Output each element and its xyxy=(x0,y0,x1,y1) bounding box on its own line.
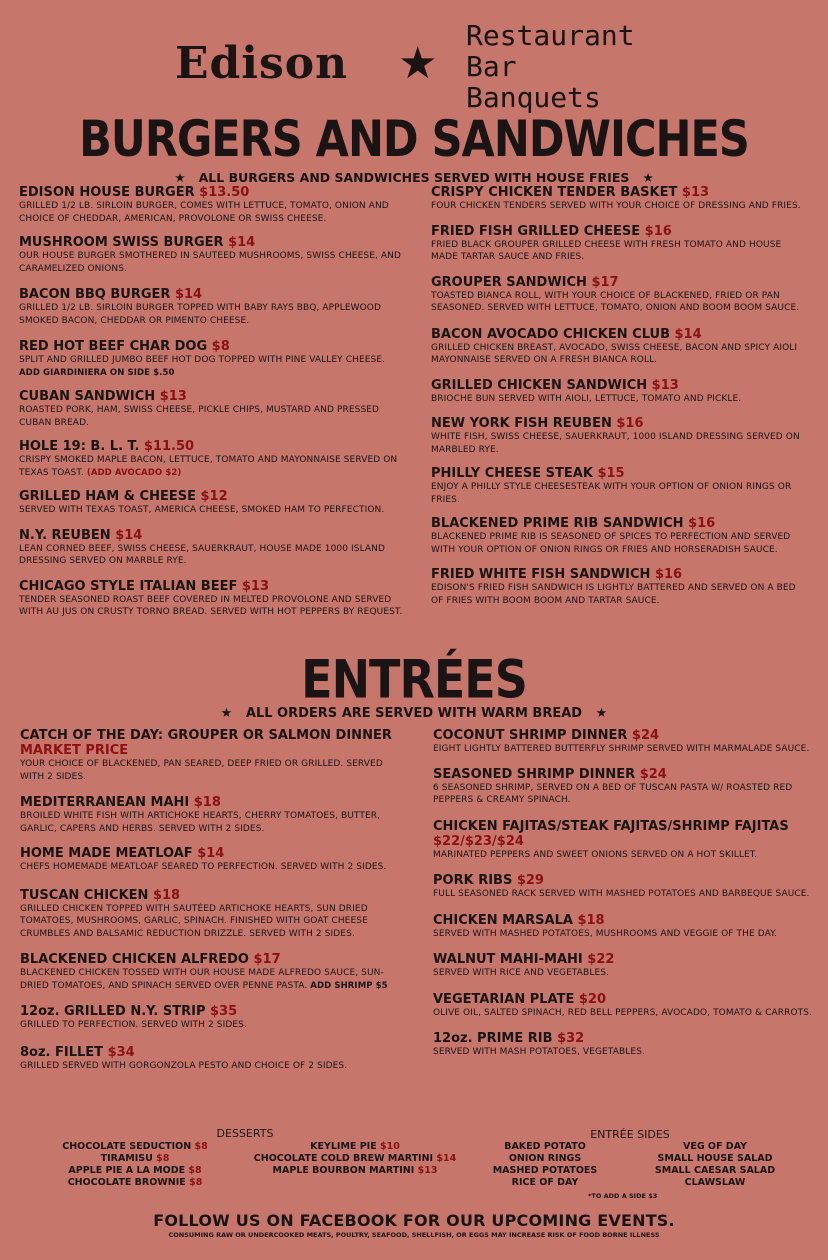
dessert-price: $14 xyxy=(436,1153,457,1164)
menu-item-price: $22 xyxy=(587,952,615,967)
menu-item-description-text: GRILLED SERVED WITH GORGONZOLA PESTO AND CHOICE OF 2 SIDES. xyxy=(20,1060,348,1071)
sides-column-1 xyxy=(480,1141,610,1189)
menu-item-description-text: CHEFS HOMEMADE MEATLOAF SEARED TO PERFECTION. SERVED WITH 2 SIDES. xyxy=(20,862,387,872)
menu-item-price: $17 xyxy=(253,952,281,967)
menu-item-description xyxy=(19,302,404,327)
menu-item-price: $13.50 xyxy=(199,185,250,200)
menu-item-description xyxy=(433,782,818,807)
menu-item-name xyxy=(431,327,811,342)
dessert-item xyxy=(50,1153,220,1165)
menu-item-name xyxy=(433,1031,818,1046)
menu-item-title: EDISON HOUSE BURGER xyxy=(19,185,195,200)
menu-item-price: $24 xyxy=(631,728,660,743)
menu-item-title: HOLE 19: B. L. T. xyxy=(19,439,140,454)
menu-item-name xyxy=(19,528,404,543)
menu-item-title: FRIED FISH GRILLED CHEESE xyxy=(431,223,641,239)
menu-item-description xyxy=(433,849,818,862)
menu-item-description-text: OLIVE OIL, SALTED SPINACH, RED BELL PEPPERS, AVOCADO, TOMATO & CARROTS. xyxy=(433,1007,813,1018)
desserts-column-1 xyxy=(50,1141,220,1189)
menu-item-name xyxy=(20,846,410,861)
menu-item xyxy=(431,224,811,264)
tagline-restaurant: Restaurant xyxy=(466,19,635,52)
menu-item-description-text: TENDER SEASONED ROAST BEEF COVERED IN MELTED PROVOLONE AND SERVED WITH AU JUS ON CRUSTY TORNO BREAD. SERVED WITH HOT PEPPERS BY REQUEST. xyxy=(19,594,403,617)
menu-item-price: $13 xyxy=(681,185,710,200)
menu-item-addon: ADD GIARDINIERA ON SIDE $.50 xyxy=(19,367,175,378)
side-item: VEG OF DAY xyxy=(682,1141,748,1152)
menu-item-description-text: GRILLED TO PERFECTION. SERVED WITH 2 SIDES. xyxy=(20,1020,247,1030)
dessert-price: $10 xyxy=(380,1141,400,1152)
menu-item-description xyxy=(431,481,811,506)
menu-item-title: BACON AVOCADO CHICKEN CLUB xyxy=(431,326,670,342)
menu-item-name xyxy=(19,235,404,250)
menu-item-name xyxy=(19,579,404,594)
menu-item-description-text: BLACKENED PRIME RIB IS SEASONED OF SPICES TO PERFECTION AND SERVED WITH YOUR OPTION OF ONION RINGS OR FRIES AND HORSERADISH SAUCE. xyxy=(431,532,791,555)
menu-item-description xyxy=(19,454,404,479)
menu-item xyxy=(431,466,811,506)
menu-item-price: $14 xyxy=(674,326,702,342)
menu-item-price: $24 xyxy=(639,766,667,782)
menu-item-price: $16 xyxy=(644,223,672,239)
dessert-price: $8 xyxy=(188,1165,202,1176)
menu-item xyxy=(20,1004,410,1032)
menu-item-description-text: CRISPY SMOKED MAPLE BACON, LETTUCE, TOMATO AND MAYONNAISE SERVED ON TEXAS TOAST. xyxy=(19,455,398,478)
menu-item-title: RED HOT BEEF CHAR DOG xyxy=(19,339,208,354)
menu-item-name xyxy=(431,567,811,582)
menu-item-title: BLACKENED CHICKEN ALFREDO xyxy=(20,952,249,967)
menu-item xyxy=(19,235,404,275)
menu-item-description xyxy=(431,200,811,213)
menu-item xyxy=(431,327,811,367)
menu-item-title: BLACKENED PRIME RIB SANDWICH xyxy=(431,516,684,531)
menu-item xyxy=(433,873,818,901)
dessert-item xyxy=(50,1165,220,1177)
burgers-subtitle-text: ALL BURGERS AND SANDWICHES SERVED WITH HOUSE FRIES xyxy=(198,170,630,185)
menu-item-description-text: WHITE FISH, SWISS CHEESE, SAUERKRAUT, 1000 ISLAND DRESSING SERVED ON MARBLED RYE. xyxy=(431,432,800,455)
dessert-name: CHOCOLATE BROWNIE xyxy=(67,1177,186,1188)
side-item: RICE OF DAY xyxy=(511,1177,579,1188)
menu-item-description-text: SERVED WITH RICE AND VEGETABLES. xyxy=(433,968,610,978)
menu-item-description xyxy=(19,404,404,429)
menu-item-description xyxy=(20,810,410,835)
tagline-banquets: Banquets xyxy=(466,81,601,114)
star-icon: ★ xyxy=(398,38,438,89)
menu-item-title: PORK RIBS xyxy=(433,873,513,888)
menu-item-price: $18 xyxy=(193,795,221,810)
menu-item-name xyxy=(431,378,811,393)
menu-item-title: GRILLED HAM & CHEESE xyxy=(19,489,196,504)
menu-item-price: $32 xyxy=(557,1031,585,1046)
menu-item xyxy=(19,185,404,225)
menu-item-name xyxy=(19,389,404,404)
menu-item-description xyxy=(20,758,410,783)
menu-item-description xyxy=(20,903,410,941)
side-item: ONION RINGS xyxy=(508,1153,582,1164)
menu-item-description xyxy=(433,743,818,756)
menu-item xyxy=(20,728,410,783)
menu-item-description-text: MARINATED PEPPERS AND SWEET ONIONS SERVED ON A HOT SKILLET. xyxy=(433,849,758,860)
menu-item-description-text: SPLIT AND GRILLED JUMBO BEEF HOT DOG TOPPED WITH PINE VALLEY CHEESE. xyxy=(19,355,386,365)
menu-item-description xyxy=(433,1007,818,1020)
menu-item-name xyxy=(431,516,811,531)
menu-item xyxy=(19,389,404,429)
entrees-right-column xyxy=(433,728,818,1059)
dessert-name: TIRAMISU xyxy=(100,1153,153,1164)
menu-item-description-text: GRILLED 1/2 LB. SIRLOIN BURGER, COMES WITH LETTUCE, TOMATO, ONION AND CHOICE OF CHEDDAR, AMERICAN, PROVOLONE OR SWISS CHEESE. xyxy=(19,201,389,224)
menu-item-name xyxy=(19,185,404,200)
menu-item-description xyxy=(19,504,404,517)
menu-item-price: $35 xyxy=(210,1004,238,1019)
desserts-column-2 xyxy=(240,1141,470,1177)
menu-item-description xyxy=(19,200,404,225)
menu-item-description xyxy=(20,967,410,992)
dessert-price: $13 xyxy=(417,1165,438,1176)
desserts-title: DESSERTS xyxy=(216,1127,274,1140)
menu-item-name xyxy=(433,728,818,743)
menu-item-description xyxy=(433,967,818,980)
menu-item xyxy=(19,579,404,619)
menu-item xyxy=(20,1045,410,1073)
menu-item-description-text: GRILLED CHICKEN BREAST, AVOCADO, SWISS CHEESE, BACON AND SPICY AIOLI MAYONNAISE SERVED ON A FRESH BIANCA ROLL. xyxy=(431,342,798,365)
menu-item-price: $8 xyxy=(211,339,230,354)
menu-item-description xyxy=(19,543,404,568)
menu-item-price: $29 xyxy=(516,873,544,888)
menu-item-description xyxy=(20,861,410,874)
menu-item-name xyxy=(20,1045,410,1060)
menu-item-description xyxy=(19,250,404,275)
menu-item-description xyxy=(20,1060,410,1073)
footer-follow: FOLLOW US ON FACEBOOK FOR OUR UPCOMING EVENTS. xyxy=(153,1211,675,1230)
entrees-title: ENTRÉES xyxy=(301,647,527,711)
menu-item-name xyxy=(433,767,818,782)
menu-item-price: $14 xyxy=(174,287,203,302)
menu-item-price: MARKET PRICE xyxy=(20,743,129,758)
menu-item-description-text: 6 SEASONED SHRIMP, SERVED ON A BED OF TUSCAN PASTA W/ ROASTED RED PEPPERS & CREAMY SPINACH. xyxy=(433,782,793,805)
menu-item-description-text: TOASTED BIANCA ROLL, WITH YOUR CHOICE OF BLACKENED, FRIED OR PAN SEASONED. SERVED WITH LETTUCE, TOMATO, ONION AND BOOM BOOM SAUCE. xyxy=(431,290,800,313)
menu-item-name xyxy=(431,185,811,200)
side-item: CLAWSLAW xyxy=(684,1177,746,1188)
menu-item-description-text: BRIOCHE BUN SERVED WITH AIOLI, LETTUCE, TOMATO AND PICKLE. xyxy=(431,393,742,404)
menu-item-title: SEASONED SHRIMP DINNER xyxy=(433,766,636,782)
side-item: MASHED POTATOES xyxy=(492,1165,598,1176)
menu-item-description xyxy=(433,928,818,941)
menu-item-title: VEGETARIAN PLATE xyxy=(433,991,575,1007)
menu-item-title: CUBAN SANDWICH xyxy=(19,389,156,404)
menu-item xyxy=(431,185,811,213)
menu-item xyxy=(19,489,404,517)
menu-item-title: CHICAGO STYLE ITALIAN BEEF xyxy=(19,578,238,594)
menu-item xyxy=(433,767,818,807)
menu-item-description-text: FRIED BLACK GROUPER GRILLED CHEESE WITH FRESH TOMATO AND HOUSE MADE TARTAR SAUCE AND FRIES. xyxy=(431,239,782,262)
brand-logo: Edison xyxy=(175,38,349,89)
entrees-subtitle xyxy=(0,706,828,721)
dessert-item xyxy=(240,1141,470,1153)
menu-item-name xyxy=(431,466,811,481)
menu-item-price: $13 xyxy=(159,389,187,404)
menu-item-price: $22/$23/$24 xyxy=(433,833,524,849)
menu-item-description xyxy=(431,290,811,315)
menu-item-price: $14 xyxy=(115,527,143,543)
menu-item-description-text: FULL SEASONED RACK SERVED WITH MASHED POTATOES AND BARBEQUE SAUCE. xyxy=(433,889,810,899)
dessert-item xyxy=(240,1165,470,1177)
menu-item-price: $16 xyxy=(616,416,644,431)
menu-item-price: $14 xyxy=(228,235,256,250)
menu-item-price: $20 xyxy=(578,991,607,1007)
menu-item-price: $34 xyxy=(107,1044,135,1060)
sides-column-2 xyxy=(645,1141,785,1189)
menu-item-description xyxy=(433,888,818,901)
menu-item-name xyxy=(433,873,818,888)
menu-item xyxy=(20,888,410,941)
menu-item-title: N.Y. REUBEN xyxy=(19,527,111,543)
menu-item-description-text: LEAN CORNED BEEF, SWISS CHEESE, SAUERKRAUT, HOUSE MADE 1000 ISLAND DRESSING SERVED ON MARBLE RYE. xyxy=(19,543,386,566)
menu-item-title: BACON BBQ BURGER xyxy=(19,287,171,302)
side-item: SMALL HOUSE SALAD xyxy=(657,1153,773,1164)
menu-item-title: HOME MADE MEATLOAF xyxy=(20,846,193,861)
menu-item-name xyxy=(20,795,410,810)
menu-item-addon: (ADD AVOCADO $2) xyxy=(86,467,182,478)
menu-item-title: NEW YORK FISH REUBEN xyxy=(431,416,612,431)
menu-item-price: $15 xyxy=(597,466,625,481)
dessert-price: $8 xyxy=(194,1141,208,1152)
menu-item xyxy=(20,795,410,835)
menu-item-name xyxy=(431,224,811,239)
menu-item-description-text: ENJOY A PHILLY STYLE CHEESESTEAK WITH YOUR OPTION OF ONION RINGS OR FRIES. xyxy=(431,482,792,505)
menu-item-description xyxy=(19,354,404,379)
menu-item xyxy=(19,339,404,379)
menu-item xyxy=(433,728,818,756)
menu-item-name xyxy=(431,416,811,431)
menu-item xyxy=(433,913,818,941)
menu-item-description-text: GRILLED 1/2 LB. SIRLOIN BURGER TOPPED WITH BABY RAYS BBQ, APPLEWOOD SMOKED BACON, CHEDDAR OR PIMENTO CHEESE. xyxy=(19,303,382,326)
menu-item-title: TUSCAN CHICKEN xyxy=(20,887,149,903)
star-icon: ★ xyxy=(174,170,186,185)
dessert-price: $8 xyxy=(189,1177,203,1188)
menu-item-name xyxy=(19,287,404,302)
menu-item xyxy=(433,1031,818,1059)
menu-item-description-text: ROASTED PORK, HAM, SWISS CHEESE, PICKLE CHIPS, MUSTARD AND PRESSED CUBAN BREAD. xyxy=(19,405,380,428)
menu-item-description xyxy=(431,393,811,406)
tagline-bar: Bar xyxy=(466,50,517,83)
menu-item-price: $18 xyxy=(152,887,181,903)
burgers-subtitle xyxy=(0,170,828,185)
menu-item-name xyxy=(19,339,404,354)
menu-item-name xyxy=(19,489,404,504)
dessert-item xyxy=(50,1177,220,1189)
menu-item-description-text: YOUR CHOICE OF BLACKENED, PAN SEARED, DEEP FRIED OR GRILLED. SERVED WITH 2 SIDES. xyxy=(20,759,383,782)
menu-item-description xyxy=(19,594,404,619)
menu-item xyxy=(431,516,811,556)
menu-item-description-text: FOUR CHICKEN TENDERS SERVED WITH YOUR CHOICE OF DRESSING AND FRIES. xyxy=(431,201,801,211)
menu-item-title: CRISPY CHICKEN TENDER BASKET xyxy=(431,185,678,200)
menu-item-description-text: GRILLED CHICKEN TOPPED WITH SAUTÉED ARTICHOKE HEARTS, SUN DRIED TOMATOES, MUSHROOMS, GARLIC, SPINACH. FINISHED WITH GOAT CHEESE CRUMBLES AND BALSAMIC REDUCTION DRIZZLE. SERVED WITH 2 SIDES. xyxy=(20,903,368,939)
menu-item-name xyxy=(431,275,811,290)
menu-item-description-text: SERVED WITH MASH POTATOES, VEGETABLES. xyxy=(433,1047,645,1057)
dessert-name: APPLE PIE A LA MODE xyxy=(68,1165,186,1176)
menu-item-title: CHICKEN FAJITAS/STEAK FAJITAS/SHRIMP FAJITAS xyxy=(433,818,789,834)
dessert-price: $8 xyxy=(156,1153,170,1164)
menu-item-name xyxy=(20,1004,410,1019)
menu-item-title: 12oz. PRIME RIB xyxy=(433,1031,553,1046)
menu-item-name xyxy=(20,952,410,967)
menu-item-title: 12oz. GRILLED N.Y. STRIP xyxy=(20,1004,206,1019)
menu-item xyxy=(431,378,811,406)
menu-item-title: FRIED WHITE FISH SANDWICH xyxy=(431,567,651,582)
menu-item-price: $16 xyxy=(688,516,716,531)
menu-item-price: $11.50 xyxy=(143,439,195,454)
dessert-item xyxy=(50,1141,220,1153)
menu-item-title: CATCH OF THE DAY: GROUPER OR SALMON DINNER xyxy=(20,728,392,743)
menu-item-title: PHILLY CHEESE STEAK xyxy=(431,466,593,481)
menu-item-title: COCONUT SHRIMP DINNER xyxy=(433,728,628,743)
menu-item-name xyxy=(19,439,404,454)
menu-item xyxy=(431,567,811,607)
menu-item-title: GRILLED CHICKEN SANDWICH xyxy=(431,377,648,393)
menu-item xyxy=(433,992,818,1020)
menu-item xyxy=(433,952,818,980)
footer-warning: CONSUMING RAW OR UNDERCOOKED MEATS, POULTRY, SEAFOOD, SHELLFISH, OR EGGS MAY INCREASE RISK OF FOOD BORNE ILLNESS xyxy=(168,1231,660,1239)
tagline xyxy=(466,20,635,113)
star-icon: ★ xyxy=(595,706,608,721)
menu-item-description-text: SERVED WITH TEXAS TOAST, AMERICA CHEESE, SMOKED HAM TO PERFECTION. xyxy=(19,505,385,515)
menu-item-description xyxy=(433,1046,818,1059)
menu-item-description-text: EDISON'S FRIED FISH SANDWICH IS LIGHTLY BATTERED AND SERVED ON A BED OF FRIES WITH BOOM BOOM AND TARTAR SAUCE. xyxy=(431,583,796,606)
burgers-left-column xyxy=(19,185,404,619)
menu-item-name xyxy=(433,819,818,834)
menu-item xyxy=(431,275,811,315)
menu-item xyxy=(20,952,410,992)
menu-item xyxy=(431,416,811,456)
menu-item-description xyxy=(431,342,811,367)
entrees-left-column xyxy=(20,728,410,1072)
menu-item-description-text: BROILED WHITE FISH WITH ARTICHOKE HEARTS, CHERRY TOMATOES, BUTTER, GARLIC, CAPERS AND HERBS. SERVED WITH 2 SIDES. xyxy=(20,811,381,834)
menu-item-name xyxy=(433,992,818,1007)
dessert-item xyxy=(240,1153,470,1165)
menu-item-title: MUSHROOM SWISS BURGER xyxy=(19,235,224,250)
menu-item xyxy=(19,528,404,568)
menu-item-title: GROUPER SANDWICH xyxy=(431,274,587,290)
menu-item-description-text: SERVED WITH MASHED POTATOES, MUSHROOMS AND VEGGIE OF THE DAY. xyxy=(433,928,777,939)
menu-item-description-text: BLACKENED CHICKEN TOSSED WITH OUR HOUSE MADE ALFREDO SAUCE, SUN-DRIED TOMATOES, AND SPINACH SERVED OVER PENNE PASTA. xyxy=(20,968,384,991)
menu-item-name xyxy=(20,888,410,903)
menu-item-description xyxy=(431,531,811,556)
menu-item-title: WALNUT MAHI-MAHI xyxy=(433,952,583,967)
side-item: SMALL CAESAR SALAD xyxy=(654,1165,776,1176)
menu-item-title: MEDITERRANEAN MAHI xyxy=(20,795,190,810)
menu-item-price: $13 xyxy=(241,578,270,594)
menu-item-description-text: OUR HOUSE BURGER SMOTHERED IN SAUTEED MUSHROOMS, SWISS CHEESE, AND CARAMELIZED ONIONS. xyxy=(19,251,402,274)
menu-item-name xyxy=(433,913,818,928)
burgers-title: BURGERS AND SANDWICHES xyxy=(79,111,749,169)
dessert-name: MAPLE BOURBON MARTINI xyxy=(272,1165,415,1176)
sides-title: ENTRÉE SIDES xyxy=(590,1128,670,1141)
menu-item xyxy=(20,846,410,874)
menu-item-description xyxy=(431,582,811,607)
menu-item-price: $14 xyxy=(197,846,225,861)
menu-item-name xyxy=(433,952,818,967)
menu-item-price: $16 xyxy=(654,567,683,582)
menu-item-description xyxy=(20,1019,410,1032)
menu-item xyxy=(433,819,818,862)
menu-item-price: $18 xyxy=(577,912,605,928)
menu-item xyxy=(19,439,404,479)
star-icon: ★ xyxy=(220,706,233,721)
burgers-right-column xyxy=(431,185,811,607)
menu-item-title: 8oz. FILLET xyxy=(20,1044,104,1060)
menu-item-description xyxy=(431,239,811,264)
entrees-subtitle-text: ALL ORDERS ARE SERVED WITH WARM BREAD xyxy=(245,706,583,721)
menu-item-addon: ADD SHRIMP $5 xyxy=(310,980,388,991)
menu-item-price: $17 xyxy=(591,274,619,290)
menu-item xyxy=(19,287,404,327)
side-item: BAKED POTATO xyxy=(504,1141,586,1152)
star-icon: ★ xyxy=(642,170,654,185)
dessert-name: CHOCOLATE COLD BREW MARTINI xyxy=(253,1153,434,1164)
dessert-name: KEYLIME PIE xyxy=(310,1141,377,1152)
menu-item-description xyxy=(431,431,811,456)
menu-item-description-text: EIGHT LIGHTLY BATTERED BUTTERFLY SHRIMP SERVED WITH MARMALADE SAUCE. xyxy=(433,744,810,754)
dessert-name: CHOCOLATE SEDUCTION xyxy=(62,1141,192,1152)
sides-note: *TO ADD A SIDE $3 xyxy=(588,1192,658,1200)
menu-item-price: $12 xyxy=(200,489,228,504)
menu-item-name xyxy=(20,728,410,743)
menu-item-title: CHICKEN MARSALA xyxy=(433,912,573,928)
menu-item-price: $13 xyxy=(651,377,679,393)
